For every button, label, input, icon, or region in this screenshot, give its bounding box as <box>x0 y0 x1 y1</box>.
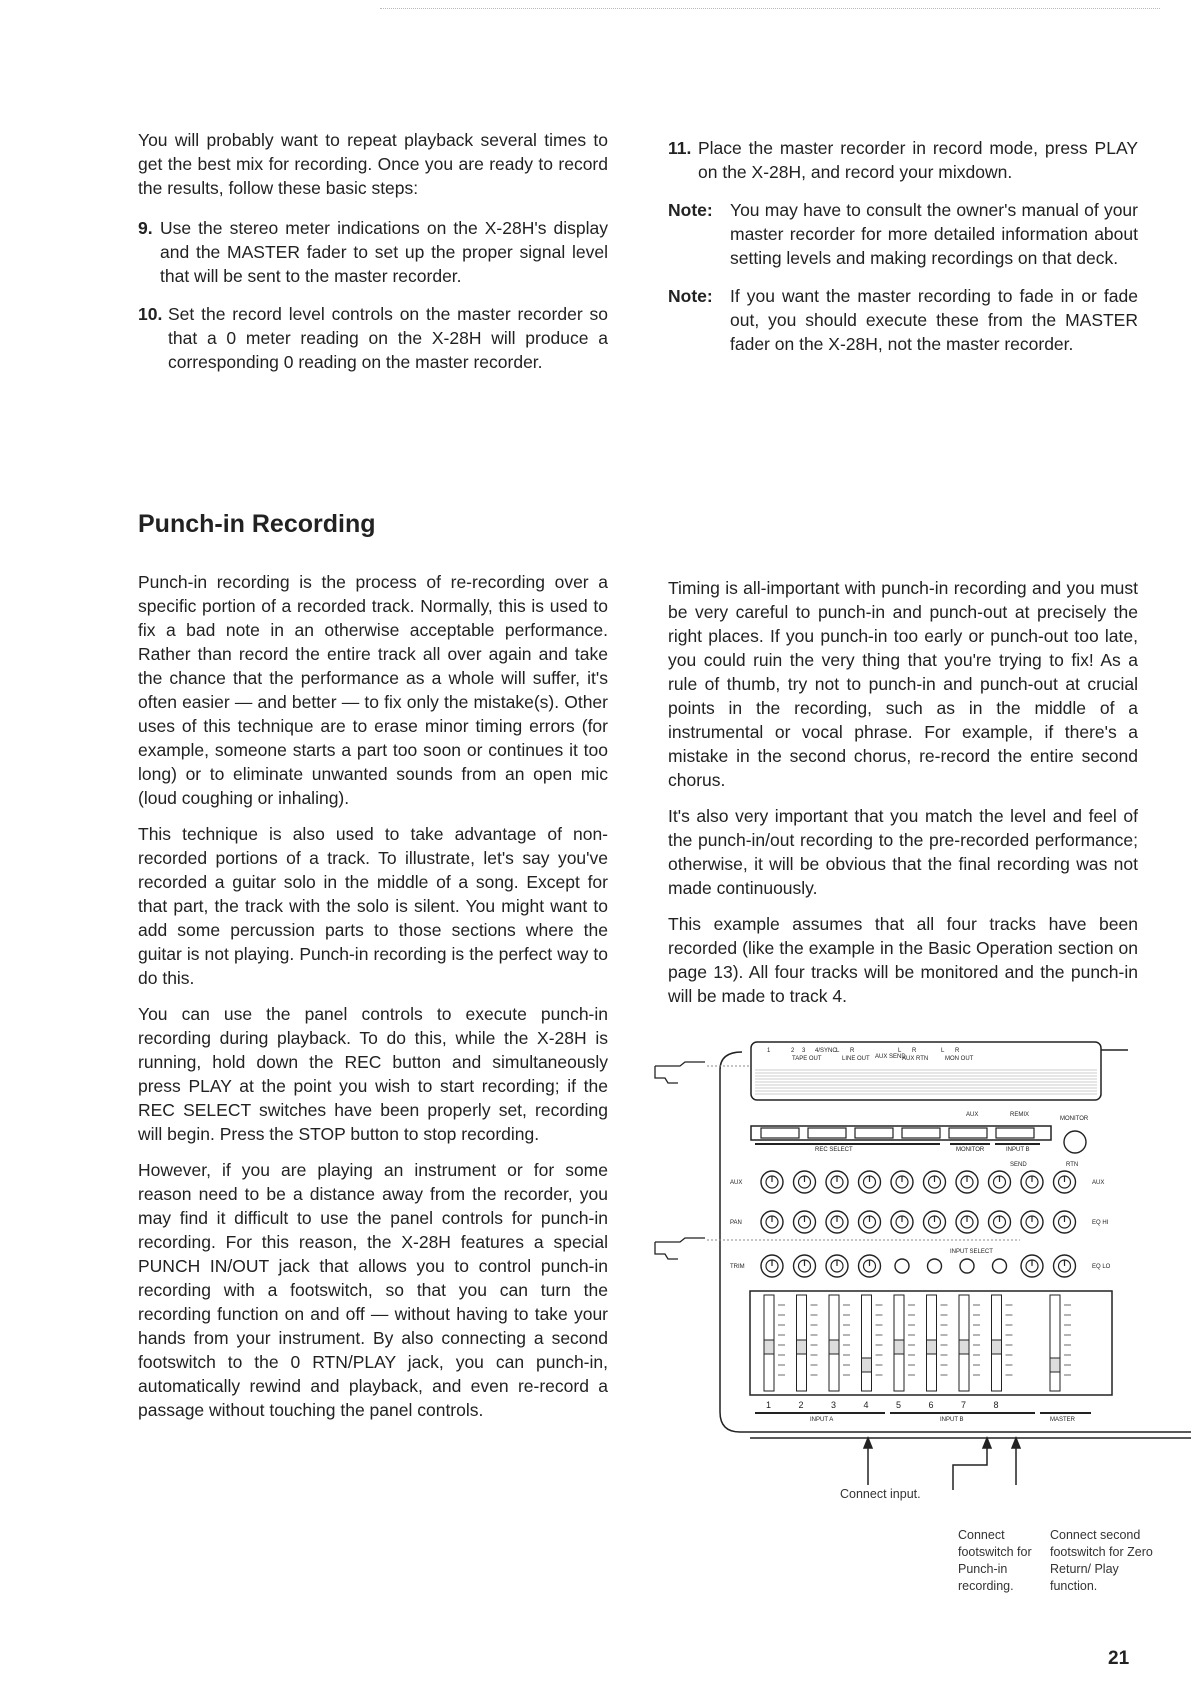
right-label: EQ HI <box>1092 1220 1109 1226</box>
paragraph: Punch-in recording is the process of re-recording over a specific portion of a recorded track. Normally, this is used to fix a bad note in an otherwise acceptable performance. Rather than record the entire track all over again and take the chance that the performance as a whole will suffer, it's often easier — and better — to fix only the mistake(s). Other uses of this technique are to erase minor timing errors (for example, someone starts a part too soon or continues it too long) or to eliminate unwanted sounds from an open mic (loud coughing or inhaling). <box>138 572 608 808</box>
channel-number: 5 <box>896 1400 902 1410</box>
rec-select-label: REC SELECT <box>815 1147 853 1153</box>
fader-slot[interactable] <box>862 1295 872 1391</box>
step-number: 9. <box>138 218 153 238</box>
step-text: Use the stereo meter indications on the X-28H's display and the MASTER fader to set up the proper signal level that will be sent to the master recorder. <box>160 218 608 286</box>
right-column-top <box>668 136 1138 370</box>
paragraph: You can use the panel controls to execute punch-in recording during playback. To do this, while the X-28H is running, hold down the REC button and simultaneously press PLAY at the point you wish to start recording; if the REC SELECT switches have been properly set, recording will begin. Press the STOP button to stop recording. <box>138 1004 608 1144</box>
rec-select-switch[interactable] <box>949 1128 987 1138</box>
jack-label: L <box>941 1048 945 1054</box>
send-label: SEND <box>1010 1162 1027 1168</box>
step-text: Place the master recorder in record mode, press PLAY on the X-28H, and record your mixdown. <box>698 138 1138 182</box>
rec-select-switch[interactable] <box>761 1128 799 1138</box>
step-10 <box>138 302 608 374</box>
step-text: Set the record level controls on the master recorder so that a 0 meter reading on the X-28H will produce a corresponding 0 reading on the master recorder. <box>168 304 608 372</box>
page-number: 21 <box>1108 1648 1130 1669</box>
note-label: Note: <box>668 286 713 306</box>
step-number: 11. <box>668 138 692 158</box>
note-text: If you want the master recording to fade in or fade out, you should execute these from the MASTER fader on the X-28H, not the master recorder. <box>730 286 1138 354</box>
left-column-top <box>138 128 608 388</box>
jack-label: 4/SYNC <box>815 1048 837 1054</box>
paragraph: Timing is all-important with punch-in recording and you must be very careful to punch-in and punch-out at precisely the right places. If you punch-in too early or punch-out too late, you could ruin the very thing that you're trying to fix! As a rule of thumb, try not to punch-in and punch-out at crucial points in the recording, such as in the middle of a instrumental or vocal phrase. For example, if there's a mistake in the second chorus, re-record the entire second chorus. <box>668 578 1138 790</box>
fader-knob[interactable] <box>894 1340 904 1354</box>
intro-paragraph: You will probably want to repeat playback several times to get the best mix for recording. Once you are ready to record the results, follow these basic steps: <box>138 130 608 198</box>
jack-label: L <box>836 1048 840 1054</box>
note-label: Note: <box>668 200 713 220</box>
input-b-label: INPUT B <box>1006 1147 1030 1153</box>
rec-select-switch[interactable] <box>855 1128 893 1138</box>
rtn-label: RTN <box>1066 1162 1079 1168</box>
channel-number: 2 <box>798 1400 804 1410</box>
step-9 <box>138 216 608 288</box>
group-label: INPUT A <box>810 1417 834 1423</box>
note-2 <box>668 284 1138 356</box>
right-label: AUX <box>1092 1180 1105 1186</box>
channel-number: 8 <box>993 1400 999 1410</box>
section-title: Punch-in Recording <box>138 510 376 538</box>
fader-knob[interactable] <box>1050 1358 1060 1372</box>
fader-knob[interactable] <box>959 1340 969 1354</box>
jack-label: R <box>850 1048 855 1054</box>
fader-knob[interactable] <box>862 1358 872 1372</box>
row-label-trim: TRIM <box>730 1264 745 1270</box>
row-label-aux: AUX <box>730 1180 743 1186</box>
monitor-knob-label: MONITOR <box>1060 1116 1089 1122</box>
note-1 <box>668 198 1138 270</box>
step-number: 10. <box>138 304 163 324</box>
right-label: EQ LO <box>1092 1264 1111 1270</box>
pointing-hand-icon <box>655 1062 705 1083</box>
channel-number: 7 <box>961 1400 967 1410</box>
group-label: MASTER <box>1050 1417 1076 1423</box>
right-column-body <box>668 576 1138 1020</box>
rec-select-switch[interactable] <box>996 1128 1034 1138</box>
paragraph: This technique is also used to take advantage of non-recorded portions of a track. To illustrate, let's say you've recorded a guitar solo in the middle of a song. Except for that part, the track with the solo is silent. You might want to add some percussion parts to those sections where the guitar is not playing. Punch-in recording is the perfect way to do this. <box>138 824 608 988</box>
paragraph: It's also very important that you match the level and feel of the punch-in/out recording to the pre-recorded performance; otherwise, it will be obvious that the final recording was not made continuously. <box>668 806 1138 898</box>
caption-footswitch-zero-return: Connect second footswitch for Zero Return/ Play function. <box>1050 1528 1153 1593</box>
monitor-knob[interactable] <box>1064 1131 1086 1153</box>
input-jack[interactable] <box>895 1259 909 1273</box>
caption-footswitch-punch-in: Connect footswitch for Punch-in recording. <box>958 1528 1032 1593</box>
caption-connect-input: Connect input. <box>840 1487 921 1501</box>
fader-knob[interactable] <box>764 1340 774 1354</box>
fader-knob[interactable] <box>829 1340 839 1354</box>
step-11 <box>668 136 1138 184</box>
pointing-hand-icon <box>655 1238 705 1259</box>
channel-number: 1 <box>766 1400 772 1410</box>
fader-knob[interactable] <box>797 1340 807 1354</box>
mixer-panel-diagram <box>650 1040 1191 1550</box>
rec-select-switch[interactable] <box>902 1128 940 1138</box>
remix-label: REMIX <box>1010 1112 1030 1118</box>
monitor-label: MONITOR <box>956 1147 985 1153</box>
scan-artifact <box>380 8 1160 9</box>
channel-number: 6 <box>928 1400 934 1410</box>
jack-label: 3 <box>802 1048 806 1054</box>
jack-label: L <box>898 1048 902 1054</box>
rec-select-switch[interactable] <box>808 1128 846 1138</box>
jack-label: 1 <box>767 1048 771 1054</box>
jack-label: MON OUT <box>945 1056 974 1062</box>
left-column-body <box>138 570 608 1434</box>
input-jack[interactable] <box>960 1259 974 1273</box>
input-jack[interactable] <box>928 1259 942 1273</box>
channel-number: 4 <box>863 1400 869 1410</box>
input-select-label: INPUT SELECT <box>950 1249 993 1255</box>
jack-label: AUX SEND <box>875 1054 906 1060</box>
aux-label: AUX <box>966 1112 979 1118</box>
fader-knob[interactable] <box>992 1340 1002 1354</box>
jack-label: LINE OUT <box>842 1056 870 1062</box>
jack-label: TAPE OUT <box>792 1056 822 1062</box>
group-label: INPUT B <box>940 1417 964 1423</box>
row-label-pan: PAN <box>730 1220 742 1226</box>
fader-slot[interactable] <box>1050 1295 1060 1391</box>
jack-label: R <box>955 1048 960 1054</box>
note-text: You may have to consult the owner's manual of your master recorder for more detailed information about setting levels and making recordings on that deck. <box>730 200 1138 268</box>
jack-label: R <box>912 1048 917 1054</box>
jack-label: AUX RTN <box>902 1056 929 1062</box>
paragraph: However, if you are playing an instrument or for some reason need to be a distance away from the recorder, you may find it difficult to use the panel controls for punch-in recording. For this reason, the X-28H features a special PUNCH IN/OUT jack that allows you to control punch-in recording with a footswitch, so that you can turn the recording function on and off — without having to take your hands from your instrument. By also connecting a second footswitch to the 0 RTN/PLAY jack, you can punch-in, automatically rewind and playback, and even re-record a passage without touching the panel controls. <box>138 1160 608 1420</box>
channel-number: 3 <box>831 1400 837 1410</box>
fader-knob[interactable] <box>927 1340 937 1354</box>
jack-label: 2 <box>791 1048 795 1054</box>
paragraph: This example assumes that all four tracks have been recorded (like the example in the Basic Operation section on page 13). All four tracks will be monitored and the punch-in will be made to track 4. <box>668 914 1138 1006</box>
input-jack[interactable] <box>993 1259 1007 1273</box>
